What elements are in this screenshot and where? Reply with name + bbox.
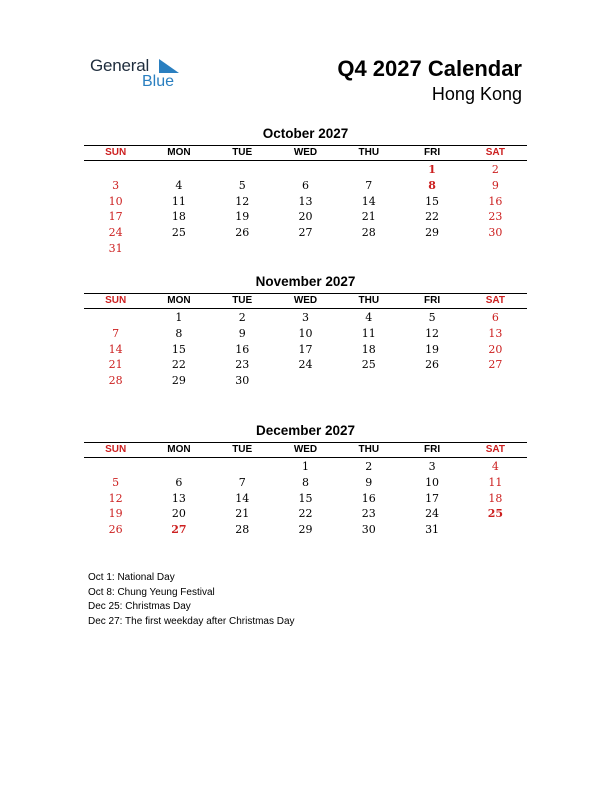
day-cell: 18 [488, 491, 503, 505]
weekday-wed: WED [293, 295, 318, 306]
day-grid [84, 161, 527, 257]
day-cell: 23 [235, 358, 250, 372]
day-cell: 15 [171, 342, 186, 356]
empty-cell [147, 162, 210, 178]
day-cell: 5 [112, 475, 120, 489]
day-cell: 17 [108, 210, 123, 224]
weekday-sun: SUN [105, 147, 127, 158]
day-cell: 2 [491, 163, 499, 176]
day-cell: 28 [235, 523, 250, 537]
day-cell: 14 [108, 342, 123, 356]
day-cell: 25 [361, 358, 376, 372]
day-cell: 29 [171, 374, 186, 388]
logo-text-blue: Blue [142, 73, 175, 90]
weekday-fri: FRI [424, 147, 441, 158]
weekday-fri: FRI [424, 444, 441, 455]
day-cell: 15 [298, 491, 313, 505]
day-cell: 3 [428, 460, 436, 473]
page-subtitle: Hong Kong [431, 84, 522, 104]
holiday-note: Dec 25: Christmas Day [88, 601, 191, 613]
day-cell: 17 [425, 491, 440, 505]
day-cell: 29 [298, 523, 313, 537]
month-december [84, 422, 527, 538]
month-title: December 2027 [255, 423, 356, 438]
weekday-header [84, 145, 527, 161]
day-cell: 31 [108, 241, 123, 255]
day-cell: 31 [425, 523, 440, 537]
day-cell: 20 [171, 507, 186, 521]
day-cell: 27 [171, 523, 187, 537]
day-cell: 3 [112, 178, 120, 192]
day-cell: 11 [361, 326, 376, 340]
day-cell: 9 [238, 326, 246, 340]
day-cell: 8 [301, 475, 309, 489]
logo [90, 56, 190, 92]
day-cell: 24 [298, 358, 313, 372]
day-cell: 26 [425, 358, 440, 372]
empty-cell [84, 459, 147, 475]
weekday-thu: THU [358, 444, 380, 455]
weekday-sat: SAT [485, 444, 505, 455]
day-cell: 22 [425, 210, 440, 224]
day-grid [84, 309, 527, 389]
day-cell: 21 [235, 507, 250, 521]
day-cell: 15 [425, 194, 440, 208]
weekday-fri: FRI [424, 295, 441, 306]
day-cell: 11 [171, 194, 186, 208]
logo-flag-icon [159, 59, 179, 73]
day-cell: 12 [425, 326, 440, 340]
weekday-tue: TUE [232, 295, 253, 306]
day-cell: 10 [108, 194, 123, 208]
weekday-tue: TUE [232, 444, 253, 455]
day-cell: 12 [108, 491, 123, 505]
day-cell: 20 [488, 342, 503, 356]
day-cell: 14 [361, 194, 376, 208]
day-cell: 24 [425, 507, 440, 521]
day-cell: 4 [365, 311, 373, 324]
day-cell: 1 [175, 311, 183, 324]
day-grid [84, 458, 527, 538]
weekday-sun: SUN [105, 444, 127, 455]
day-cell: 6 [301, 178, 309, 192]
day-cell: 7 [112, 326, 120, 340]
day-cell: 25 [171, 226, 186, 240]
day-cell: 2 [365, 460, 373, 473]
day-cell: 21 [361, 210, 376, 224]
day-cell: 23 [488, 210, 503, 224]
weekday-header [84, 442, 527, 458]
day-cell: 18 [171, 210, 186, 224]
day-cell: 29 [425, 226, 440, 240]
weekday-header [84, 293, 527, 309]
day-cell: 16 [488, 194, 503, 208]
day-cell: 22 [298, 507, 313, 521]
day-cell: 17 [298, 342, 313, 356]
weekday-sat: SAT [485, 147, 505, 158]
logo-text-general: General [90, 56, 150, 75]
day-cell: 25 [487, 507, 503, 521]
day-cell: 30 [488, 226, 503, 240]
month-title: November 2027 [255, 274, 356, 289]
weekday-wed: WED [293, 444, 318, 455]
day-cell: 13 [298, 194, 313, 208]
day-cell: 12 [235, 194, 250, 208]
empty-cell [337, 162, 400, 178]
day-cell: 30 [361, 523, 376, 537]
day-cell: 19 [235, 210, 250, 224]
day-cell: 1 [301, 460, 309, 473]
day-cell: 13 [171, 491, 186, 505]
day-cell: 1 [428, 163, 436, 176]
weekday-mon: MON [167, 295, 191, 306]
empty-cell [211, 162, 274, 178]
weekday-sat: SAT [485, 295, 505, 306]
day-cell: 6 [491, 311, 499, 324]
day-cell: 10 [298, 326, 313, 340]
weekday-thu: THU [358, 147, 380, 158]
weekday-tue: TUE [232, 147, 253, 158]
day-cell: 8 [428, 178, 436, 192]
day-cell: 26 [235, 226, 250, 240]
day-cell: 4 [491, 460, 499, 473]
holiday-note: Oct 8: Chung Yeung Festival [88, 586, 215, 598]
day-cell: 9 [365, 475, 373, 489]
day-cell: 10 [425, 475, 440, 489]
weekday-mon: MON [167, 147, 191, 158]
holiday-note: Dec 27: The first weekday after Christmas Day [88, 615, 295, 627]
day-cell: 20 [298, 210, 313, 224]
day-cell: 5 [428, 311, 436, 324]
weekday-wed: WED [293, 147, 318, 158]
day-cell: 19 [108, 507, 123, 521]
page-title: Q4 2027 Calendar [337, 56, 522, 81]
day-cell: 28 [108, 374, 123, 388]
day-cell: 5 [238, 178, 246, 192]
month-october [84, 125, 527, 257]
empty-cell [147, 459, 210, 475]
day-cell: 7 [238, 475, 246, 489]
day-cell: 27 [488, 358, 503, 372]
month-november [84, 273, 527, 389]
empty-cell [84, 162, 147, 178]
day-cell: 16 [235, 342, 250, 356]
day-cell: 6 [175, 475, 183, 489]
day-cell: 9 [491, 178, 499, 192]
day-cell: 30 [235, 374, 250, 388]
day-cell: 22 [171, 358, 186, 372]
day-cell: 2 [238, 311, 246, 324]
weekday-mon: MON [167, 444, 191, 455]
weekday-sun: SUN [105, 295, 127, 306]
holiday-notes [88, 571, 295, 629]
day-cell: 26 [108, 523, 123, 537]
day-cell: 21 [108, 358, 123, 372]
day-cell: 16 [361, 491, 376, 505]
day-cell: 28 [361, 226, 376, 240]
day-cell: 24 [108, 226, 123, 240]
empty-cell [211, 459, 274, 475]
day-cell: 7 [365, 178, 373, 192]
holiday-note: Oct 1: National Day [88, 572, 175, 583]
day-cell: 4 [175, 178, 183, 192]
day-cell: 14 [235, 491, 250, 505]
weekday-thu: THU [358, 295, 380, 306]
month-title: October 2027 [262, 126, 349, 141]
day-cell: 11 [488, 475, 503, 489]
day-cell: 23 [361, 507, 376, 521]
day-cell: 27 [298, 226, 313, 240]
day-cell: 3 [301, 311, 309, 324]
day-cell: 18 [361, 342, 376, 356]
empty-cell [274, 162, 337, 178]
empty-cell [84, 310, 147, 326]
day-cell: 13 [488, 326, 503, 340]
day-cell: 8 [175, 326, 183, 340]
day-cell: 19 [425, 342, 440, 356]
